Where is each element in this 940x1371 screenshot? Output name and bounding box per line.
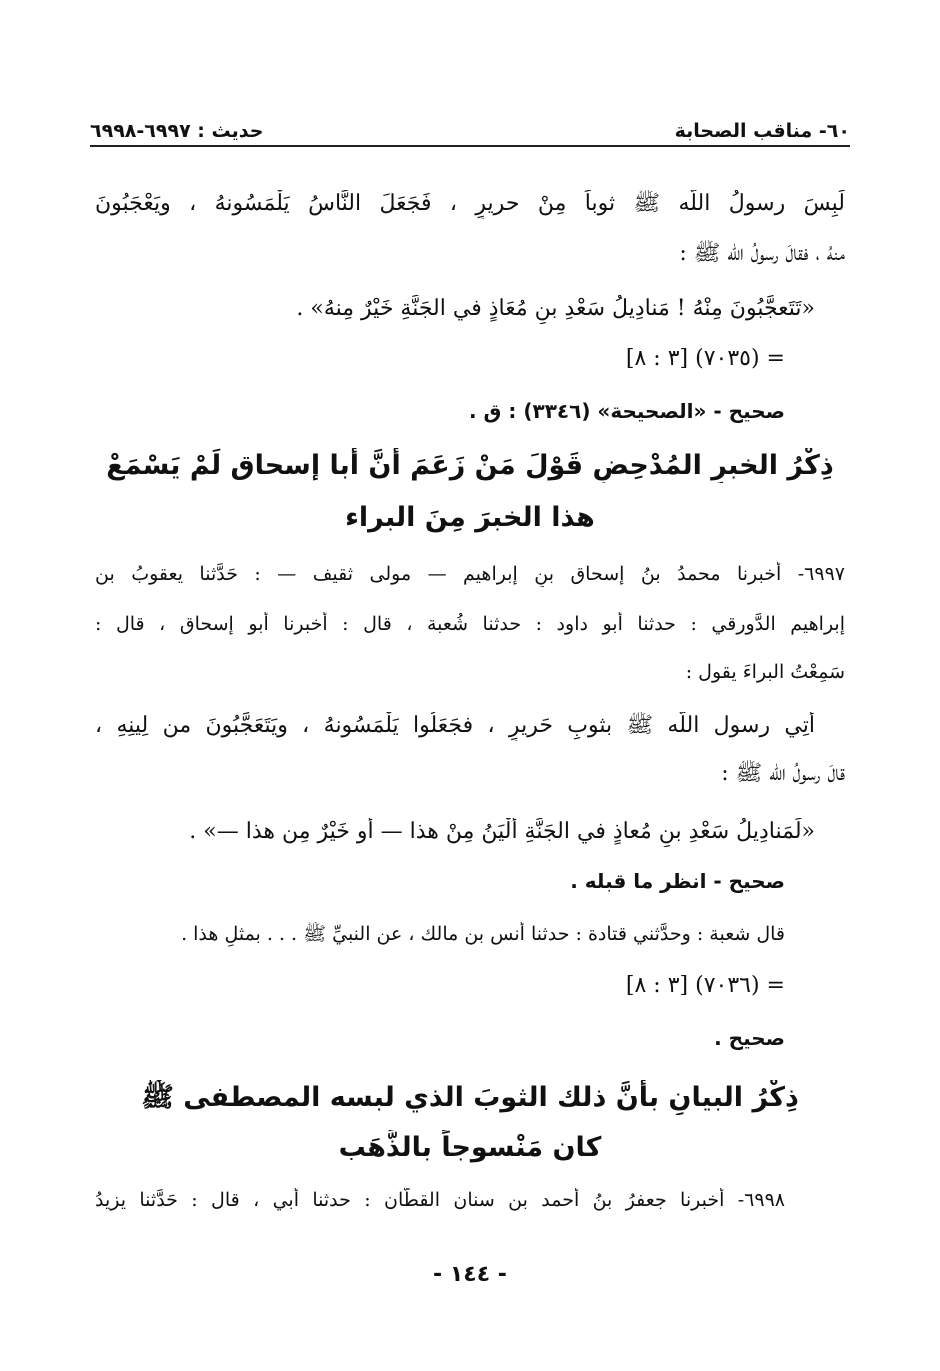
reference-line: = (٧٠٣٦) [٣ : ٨]: [625, 973, 785, 998]
grading-line: صحيح - انظر ما قبله .: [570, 869, 785, 893]
page-header: [90, 108, 850, 142]
page-number: - ١٤٤ -: [433, 1262, 507, 1287]
text-line: ٦٩٩٨- أخبرنا جعفرُ بنُ أحمد بن سنان القطَّان : حدثنا أبي ، قال : حَدَّثنا يزيدُ: [95, 1189, 785, 1211]
text-line: إبراهيم الدَّورقي : حدثنا أبو داود : حدثنا شُعبة ، قال : أخبرنا أبو إسحاق ، قال :: [95, 613, 845, 635]
text-line: سَمِعْتُ البراءَ يقول :: [685, 661, 845, 683]
section-heading-1: ذِكْرُ الخبرِ المُدْحِضِ قَوْلَ مَنْ زَعَمَ أنَّ أبا إسحاق لَمْ يَسْمَعْ: [106, 450, 834, 481]
text-line: قالَ رسولُ اللّه ﷺ :: [721, 761, 845, 786]
reference-line: = (٧٠٣٥) [٣ : ٨]: [625, 346, 785, 371]
grading-line: صحيح .: [714, 1026, 785, 1050]
quote-line: «لَمَنادِيلُ سَعْدِ بنِ مُعاذٍ في الجَنَّةِ أَلْيَنُ مِنْ هذا — أو خَيْرٌ مِن هذا —» .: [189, 819, 815, 844]
hadith-range: حديث : ٦٩٩٧-٦٩٩٨: [90, 120, 264, 142]
text-line: أُتِي رسول اللّه ﷺ بثوبِ حَريرٍ ، فجَعَلُوا يَلْمَسُونهُ ، ويَتَعَجَّبُونَ من لِينِهِ ،: [95, 713, 815, 738]
quote-line: «تَتَعجَّبُونَ مِنْهُ ! مَنادِيلُ سَعْدِ بنِ مُعَاذٍ في الجَنَّةِ خَيْرٌ مِنهُ» .: [296, 296, 815, 321]
grading-line: صحيح - «الصحيحة» (٣٣٤٦) : ق .: [468, 399, 785, 423]
section-heading-1-cont: هذا الخبرَ مِنَ البراء: [345, 502, 595, 533]
section-heading-2-cont: كان مَنْسوجاً بالذَّهَب: [338, 1132, 602, 1163]
section-heading-2: ذِكْرُ البيانِ بأنَّ ذلك الثوبَ الذي لبسه المصطفى ﷺ: [141, 1082, 799, 1113]
chapter-title: ٦٠- مناقب الصحابة: [674, 120, 850, 142]
text-line: منهُ ، فقالَ رسولُ اللّه ﷺ :: [679, 241, 845, 266]
text-line: ٦٩٩٧- أخبرنا محمدُ بنُ إسحاق بنِ إبراهيم — مولى ثقيف — : حَدَّثنا يعقوبُ بن: [95, 563, 845, 585]
text-line: لَبِسَ رسولُ اللّه ﷺ ثوباً مِنْ حريرٍ ، فَجَعَلَ النَّاسُ يَلْمَسُونهُ ، ويَعْجَبُونَ: [95, 191, 845, 216]
text-line: قال شعبة : وحدَّثني قتادة : حدثنا أنس بن مالك ، عن النبيِّ ﷺ . . . بمثلِ هذا .: [181, 923, 785, 945]
header-divider: [90, 145, 850, 147]
